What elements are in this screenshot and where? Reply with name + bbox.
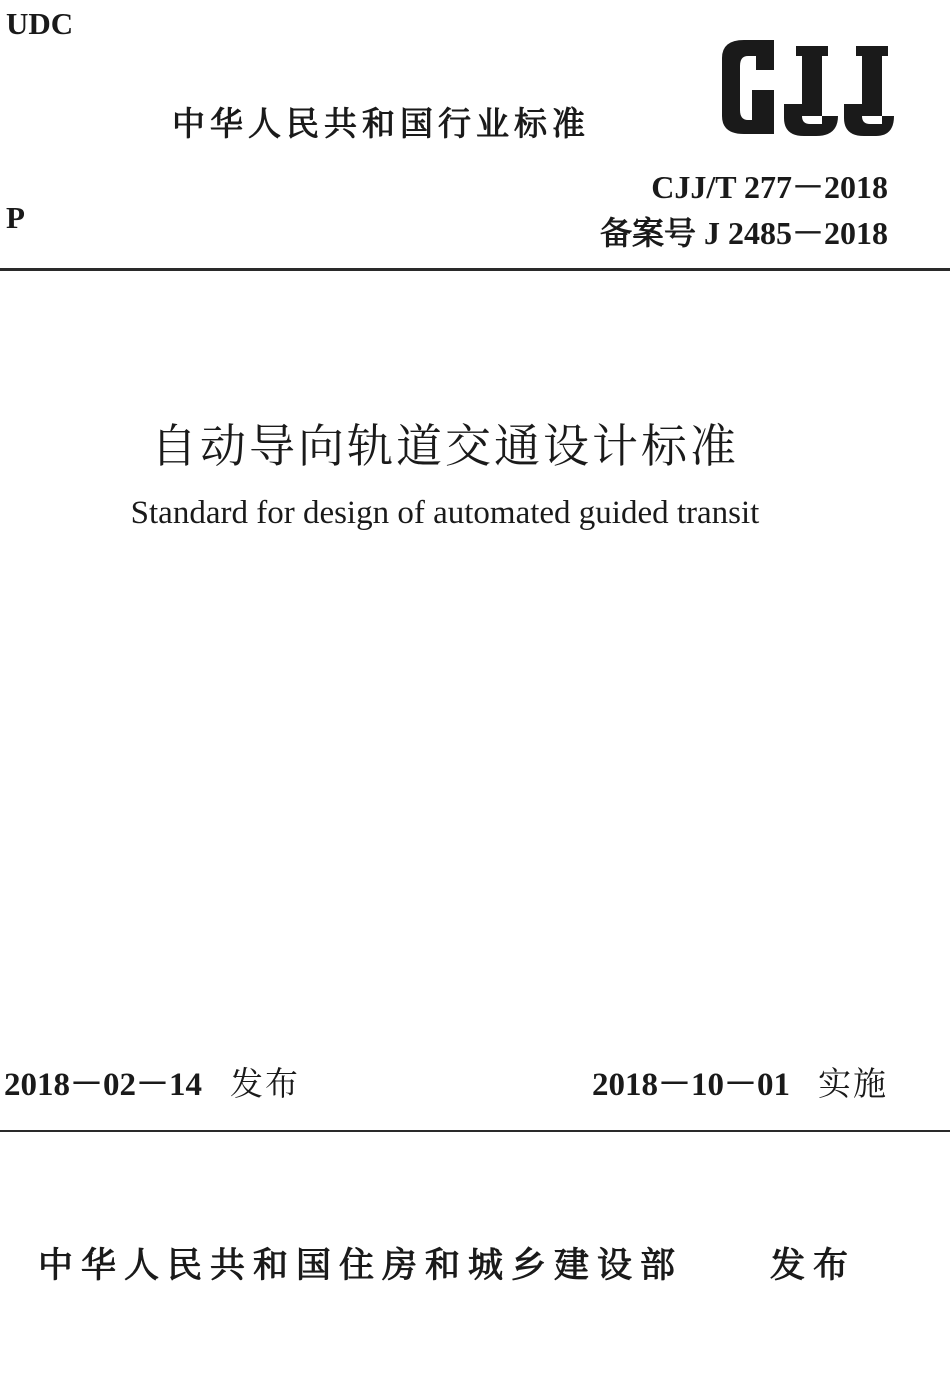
document-title-english: Standard for design of automated guided transit: [130, 495, 760, 531]
cjj-logo: [712, 28, 897, 148]
implementation-date: 2018－10－01: [592, 1067, 790, 1103]
issue-date-line: [4, 1058, 300, 1105]
bottom-divider: [0, 1130, 950, 1132]
publish-label: 发布: [770, 1246, 857, 1286]
udc-label: UDC: [6, 6, 74, 41]
record-number: 备案号 J 2485－2018: [599, 215, 888, 251]
implementation-date-line: [592, 1058, 888, 1105]
industry-standard-heading: 中华人民共和国行业标准: [172, 104, 590, 143]
standard-code: CJJ/T 277－2018: [651, 169, 888, 205]
top-divider: [0, 268, 950, 271]
issue-date: 2018－02－14: [4, 1067, 202, 1103]
publisher-name: 中华人民共和国住房和城乡建设部: [38, 1246, 684, 1286]
classification-code: P: [6, 200, 25, 235]
document-title-chinese: 自动导向轨道交通设计标准: [151, 419, 739, 473]
issue-label: 发布: [230, 1064, 300, 1103]
implementation-label: 实施: [818, 1064, 888, 1103]
